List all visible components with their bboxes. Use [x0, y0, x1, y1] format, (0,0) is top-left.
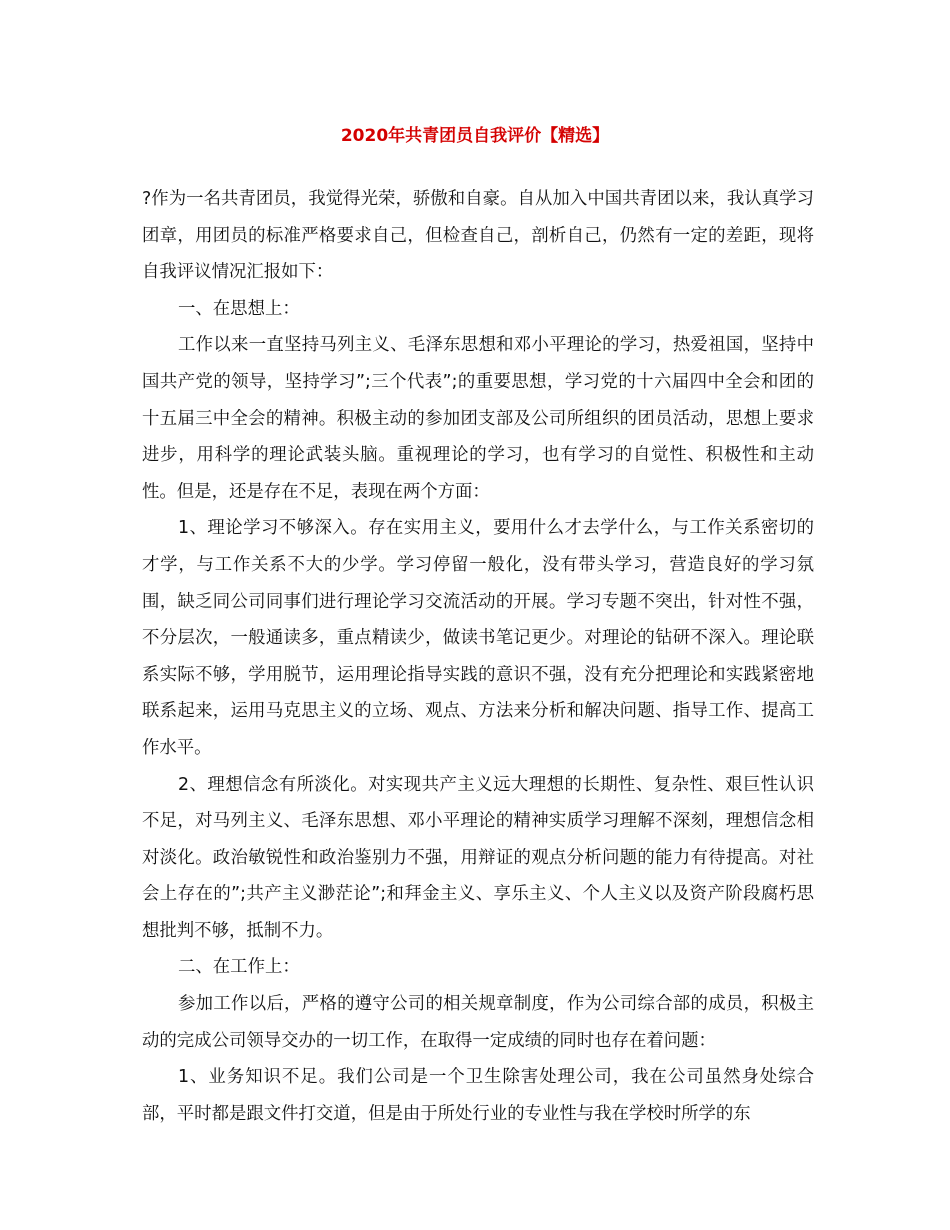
document-title: 2020年共青团员自我评价【精选】	[340, 126, 610, 146]
paragraph-intro: ?作为一名共青团员，我觉得光荣，骄傲和自豪。自从加入中国共青团以来，我认真学习团章，用团员的标准严格要求自己，但检查自己，剖析自己，仍然有一定的差距，现将自我评议情况汇报如下：	[142, 189, 814, 283]
section-heading-thought: 一、在思想上：	[178, 298, 300, 319]
paragraph-business-knowledge: 1、业务知识不足。我们公司是一个卫生除害处理公司，我在公司虽然身处综合部，平时都是跟文件打交道，但是由于所处行业的专业性与我在学校时所学的东	[142, 1067, 814, 1124]
paragraph-ideals-belief: 2、理想信念有所淡化。对实现共产主义远大理想的长期性、复杂性、艰巨性认识不足，对马列主义、毛泽东思想、邓小平理论的精神实质学习理解不深刻，理想信念相对淡化。政治敏锐性和政治鉴别力不强，用辩证的观点分析问题的能力有待提高。对社会上存在的”;共产主义渺茫论”;和拜金主义、享乐主义、个人主义以及资产阶段腐朽思想批判不够，抵制不力。	[142, 774, 814, 941]
paragraph-theory-study: 1、理论学习不够深入。存在实用主义，要用什么才去学什么，与工作关系密切的才学，与工作关系不大的少学。学习停留一般化，没有带头学习，营造良好的学习氛围，缺乏同公司同事们进行理论学习交流活动的开展。学习专题不突出，针对性不强，不分层次，一般通读多，重点精读少，做读书笔记更少。对理论的钻研不深入。理论联系实际不够，学用脱节，运用理论指导实践的意识不强，没有充分把理论和实践紧密地联系起来，运用马克思主义的立场、观点、方法来分析和解决问题、指导工作、提高工作水平。	[142, 518, 814, 758]
document-body	[142, 181, 814, 1132]
paragraph-work: 参加工作以后，严格的遵守公司的相关规章制度，作为公司综合部的成员，积极主动的完成公司领导交办的一切工作，在取得一定成绩的同时也存在着问题：	[142, 994, 814, 1051]
section-heading-work: 二、在工作上：	[178, 957, 300, 978]
paragraph-thought: 工作以来一直坚持马列主义、毛泽东思想和邓小平理论的学习，热爱祖国，坚持中国共产党的领导，坚持学习”;三个代表”;的重要思想，学习党的十六届四中全会和团的十五届三中全会的精神。积极主动的参加团支部及公司所组织的团员活动，思想上要求进步，用科学的理论武装头脑。重视理论的学习，也有学习的自觉性、积极性和主动性。但是，还是存在不足，表现在两个方面：	[142, 335, 814, 502]
